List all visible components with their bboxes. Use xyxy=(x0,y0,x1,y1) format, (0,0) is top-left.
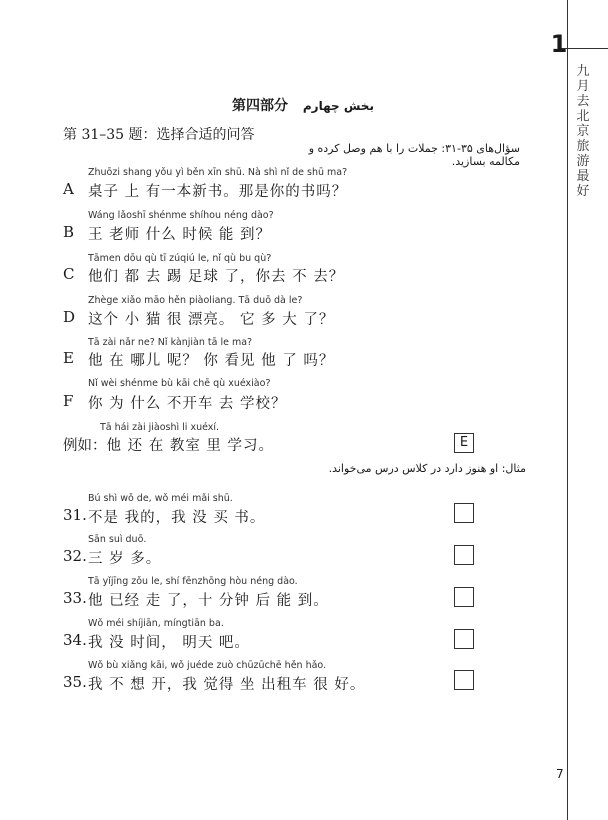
example-answer-box: E xyxy=(454,433,474,453)
option-f-pinyin: Nǐ wèi shénme bù kāi chē qù xuéxiào? xyxy=(88,378,271,389)
option-b-letter: B xyxy=(63,223,75,241)
page-number: 7 xyxy=(556,767,564,781)
option-c-letter: C xyxy=(63,265,75,283)
example-label-text: 例如： xyxy=(63,438,107,454)
side-rule xyxy=(567,0,568,820)
question-34-number: 34. xyxy=(63,631,87,649)
example-label xyxy=(63,434,274,455)
instructions-cn: 第 31–35 题：选择合适的问答 xyxy=(63,127,255,143)
question-33-number: 33. xyxy=(63,589,87,607)
question-31-number: 31. xyxy=(63,506,87,524)
question-33-answer-box[interactable] xyxy=(454,587,474,607)
option-d-letter: D xyxy=(63,308,76,326)
option-a-letter: A xyxy=(63,180,74,198)
option-a-text: 桌子 上 有一本新书。那是你的书吗？ xyxy=(88,184,348,200)
question-32-pinyin: Sān suì duō. xyxy=(88,534,147,545)
chapter-title: 九 月 去 北 京 旅 游 最 好 xyxy=(576,64,590,199)
option-f-text: 你 为 什么 不开车 去 学校？ xyxy=(88,396,287,412)
question-32-answer-box[interactable] xyxy=(454,545,474,565)
question-34-text: 我 没 时间， 明天 吧。 xyxy=(88,635,250,651)
question-35-number: 35. xyxy=(63,673,87,691)
question-34-pinyin: Wǒ méi shíjiān, míngtiān ba. xyxy=(88,618,224,629)
question-35-pinyin: Wǒ bù xiǎng kāi, wǒ juéde zuò chūzūchē hěn hǎo. xyxy=(88,660,327,671)
question-32-number: 32. xyxy=(63,547,87,565)
question-31-text: 不是 我的，我 没 买 书。 xyxy=(88,510,266,526)
option-f-letter: F xyxy=(63,392,74,410)
option-e-letter: E xyxy=(63,349,74,367)
section-title xyxy=(232,95,374,115)
option-d-text: 这个 小 猫 很 漂亮。 它 多 大 了？ xyxy=(88,312,335,328)
example-pinyin: Tā hái zài jiàoshì li xuéxí. xyxy=(100,422,220,433)
example-text: 他 还 在 教室 里 学习。 xyxy=(106,438,275,454)
option-d-pinyin: Zhège xiǎo māo hěn piàoliang. Tā duō dà le? xyxy=(88,295,303,306)
option-c-pinyin: Tāmen dōu qù tī zúqiú le, nǐ qù bu qù? xyxy=(88,253,272,264)
section-title-fa: بخش چهارم xyxy=(302,99,374,113)
question-34-answer-box[interactable] xyxy=(454,629,474,649)
question-31-answer-box[interactable] xyxy=(454,503,474,523)
option-b-text: 王 老师 什么 时候 能 到？ xyxy=(88,227,272,243)
question-32-text: 三 岁 多。 xyxy=(88,551,162,567)
question-33-pinyin: Tā yǐjīng zǒu le, shí fēnzhōng hòu néng dào. xyxy=(88,576,298,587)
option-a-pinyin: Zhuōzi shang yǒu yì běn xīn shū. Nà shì nǐ de shū ma? xyxy=(88,167,348,178)
option-b-pinyin: Wáng lǎoshī shénme shíhou néng dào? xyxy=(88,210,274,221)
instructions-fa: سؤال‌های ۳۵-۳۱: جملات را با هم وصل کرده و مکالمه بسازید. xyxy=(308,142,520,168)
question-33-text: 他 已经 走 了，十 分钟 后 能 到。 xyxy=(88,593,329,609)
chapter-number: 1 xyxy=(550,30,568,58)
option-c-text: 他们 都 去 踢 足球 了，你去 不 去？ xyxy=(88,269,345,285)
question-35-text: 我 不 想 开，我 觉得 坐 出租车 很 好。 xyxy=(88,677,366,693)
question-35-answer-box[interactable] xyxy=(454,670,474,690)
option-e-text: 他 在 哪儿 呢？ 你 看见 他 了 吗？ xyxy=(88,353,335,369)
option-e-pinyin: Tā zài nǎr ne? Nǐ kànjiàn tā le ma? xyxy=(88,337,253,348)
question-31-pinyin: Bú shì wǒ de, wǒ méi mǎi shū. xyxy=(88,493,233,504)
example-fa: مثال: او هنوز دارد در کلاس درس می‌خواند. xyxy=(328,462,526,475)
section-title-cn: 第四部分 xyxy=(232,98,288,114)
